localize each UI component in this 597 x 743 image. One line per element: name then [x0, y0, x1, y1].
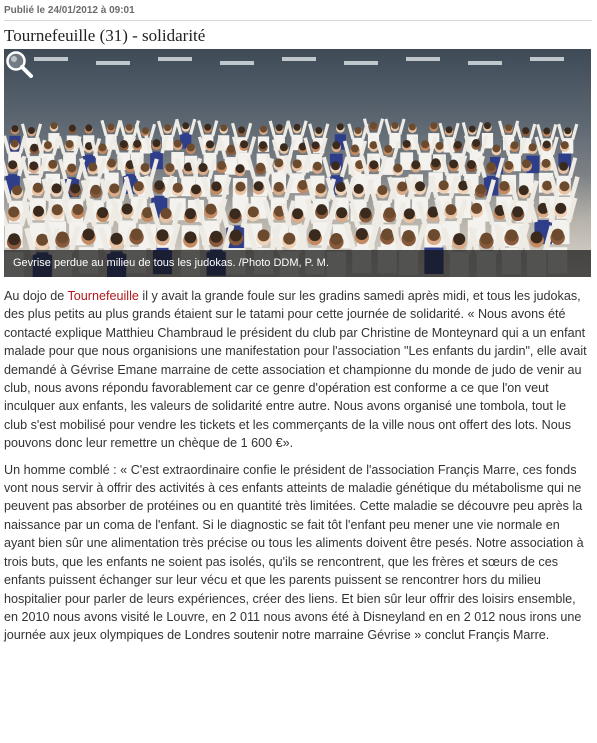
magnifier-icon[interactable] [4, 49, 34, 79]
photo-caption: Gevrise perdue au milieu de tous les judokas. /Photo DDM, P. M. [13, 257, 329, 269]
paragraph-1-rest: il y avait la grande foule sur les gradins samedi après midi, et tous les judokas, des plus petits au plus grands étaient sur le tatami pour cette journée de solidarité. « Nous avons été contacté explique Matthieu Chambraud le président du club par Christine de Monteynard qui a un enfant malade pour que nous organisions une manifestation pour l'association "Les enfants du jardin", elle avait demandé à Gévrise Emane marraine de cette association et championne du monde de judo de venir au club, nous avons répondu favorablement car ce genre d'opération est conforme a ce que l'on veut inculquer aux enfants, les valeurs de solidarité entre autre. Nous avons organisé une tombola, tout le club s'est mobilisé pour vendre les tickets et les commerçants de la ville nous ont offert des lots. Nous pouvons donc leur remettre un chèque de 1 600 €». [4, 289, 587, 451]
paragraph-1 [4, 287, 592, 453]
caption-bar [4, 250, 591, 277]
article-photo[interactable] [4, 49, 591, 277]
article-body [4, 287, 592, 653]
paragraph-2: Un homme comblé : « C'est extraordinaire confie le président de l'association Françis Marre, ces fonds vont nous servir à offrir des activités à ces enfants atteints de maladie génétique du métabolisme qui ne peuvent pas absorber de protéines ou en quantité très limitées. Cette maladie se découvre peu après la naissance par un coma de l'enfant. Si le diagnostic se fait tôt l'enfant peu mener une vie normale en ayant bien sûr une alimentation très précise ou tous les aliments doivent être pesés. Notre association à trois buts, que les enfants ne soient pas isolés, qu'ils se rencontrent, que les frères et sœurs de ces enfants puissent échanger sur leur vécu et que les parents puissent se rencontrer hors du milieu hospitalier pour parler de leurs expériences, créer des liens. Et bien sûr leur offrir des loisirs ensemble, en 2010 nous avons visité le Louvre, en 2 011 nous avons été à Disneyland en en 2 012 nous irons une journée aux jeux olympiques de Londres soutenir notre marraine Gévrise » conclut Françis Marre. [4, 462, 584, 643]
paragraph-1-lead: Au dojo de [4, 289, 68, 303]
divider-top [4, 20, 592, 21]
article-title: Tournefeuille (31) - solidarité [4, 26, 206, 45]
tournefeuille-link[interactable]: Tournefeuille [67, 289, 139, 303]
crowd-illustration [4, 49, 591, 277]
published-date: Publié le 24/01/2012 à 09:01 [4, 5, 135, 16]
